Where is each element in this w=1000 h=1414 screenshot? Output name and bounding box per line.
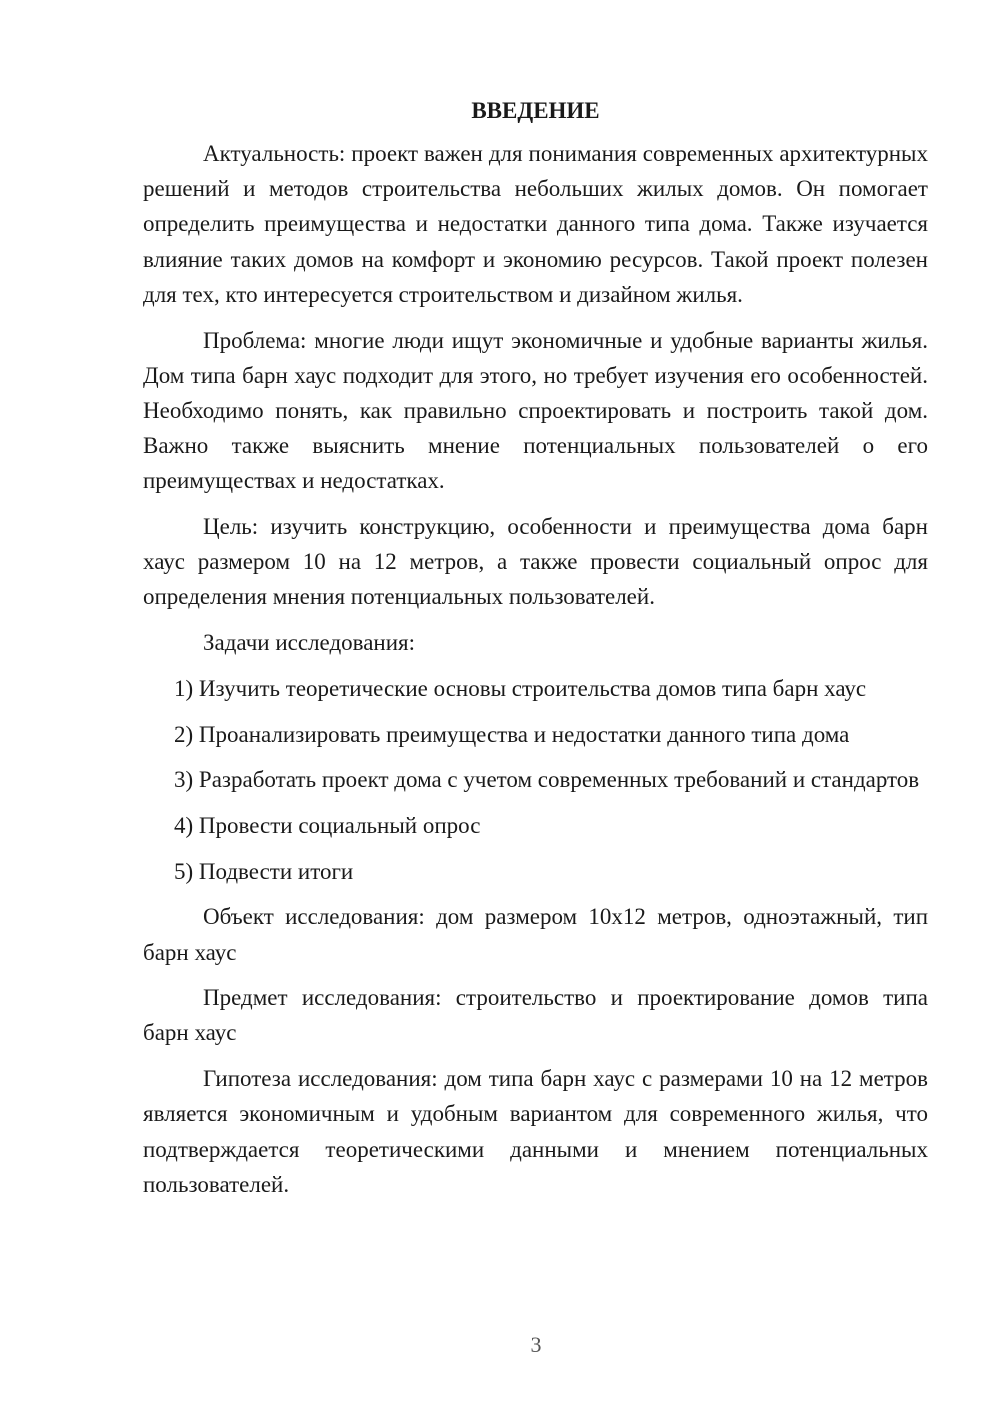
- task-item-4: 4) Провести социальный опрос: [174, 812, 481, 838]
- task-item-5: 5) Подвести итоги: [174, 858, 354, 884]
- paragraph-hypothesis: Гипотеза исследования: дом типа барн хаус с размерами 10 на 12 метров является экономичным и удобным вариантом для современного жилья, что подтверждается теоретическими данными и мнением потенциальных пользователей.: [143, 1066, 928, 1197]
- task-item-2: 2) Проанализировать преимущества и недостатки данного типа дома: [174, 721, 850, 747]
- document-body: [143, 92, 928, 1212]
- task-item-3: 3) Разработать проект дома с учетом современных требований и стандартов: [174, 767, 920, 793]
- section-title: ВВЕДЕНИЕ: [471, 98, 600, 123]
- paragraph-goal: Цель: изучить конструкцию, особенности и преимущества дома барн хаус размером 10 на 12 метров, а также провести социальный опрос для определения мнения потенциальных пользователей.: [143, 514, 928, 610]
- paragraph-subject: Предмет исследования: строительство и проектирование домов типа барн хаус: [143, 985, 928, 1046]
- paragraph-relevance: Актуальность: проект важен для понимания современных архитектурных решений и методов строительства небольших жилых домов. Он помогает определить преимущества и недостатки данного типа дома. Также изучается влияние таких домов на комфорт и экономию ресурсов. Такой проект полезен для тех, кто интересуется строительством и дизайном жилья.: [143, 141, 928, 307]
- paragraph-problem: Проблема: многие люди ищут экономичные и удобные варианты жилья. Дом типа барн хаус подходит для этого, но требует изучения его особенностей. Необходимо понять, как правильно спроектировать и построить такой дом. Важно также выяснить мнение потенциальных пользователей о его преимуществах и недостатках.: [143, 327, 928, 494]
- paragraph-object: Объект исследования: дом размером 10х12 метров, одноэтажный, тип барн хаус: [143, 904, 928, 965]
- page-number: 3: [530, 1332, 542, 1357]
- task-item-1: 1) Изучить теоретические основы строительства домов типа барн хаус: [174, 675, 867, 701]
- paragraph-tasks-heading: Задачи исследования:: [203, 630, 416, 656]
